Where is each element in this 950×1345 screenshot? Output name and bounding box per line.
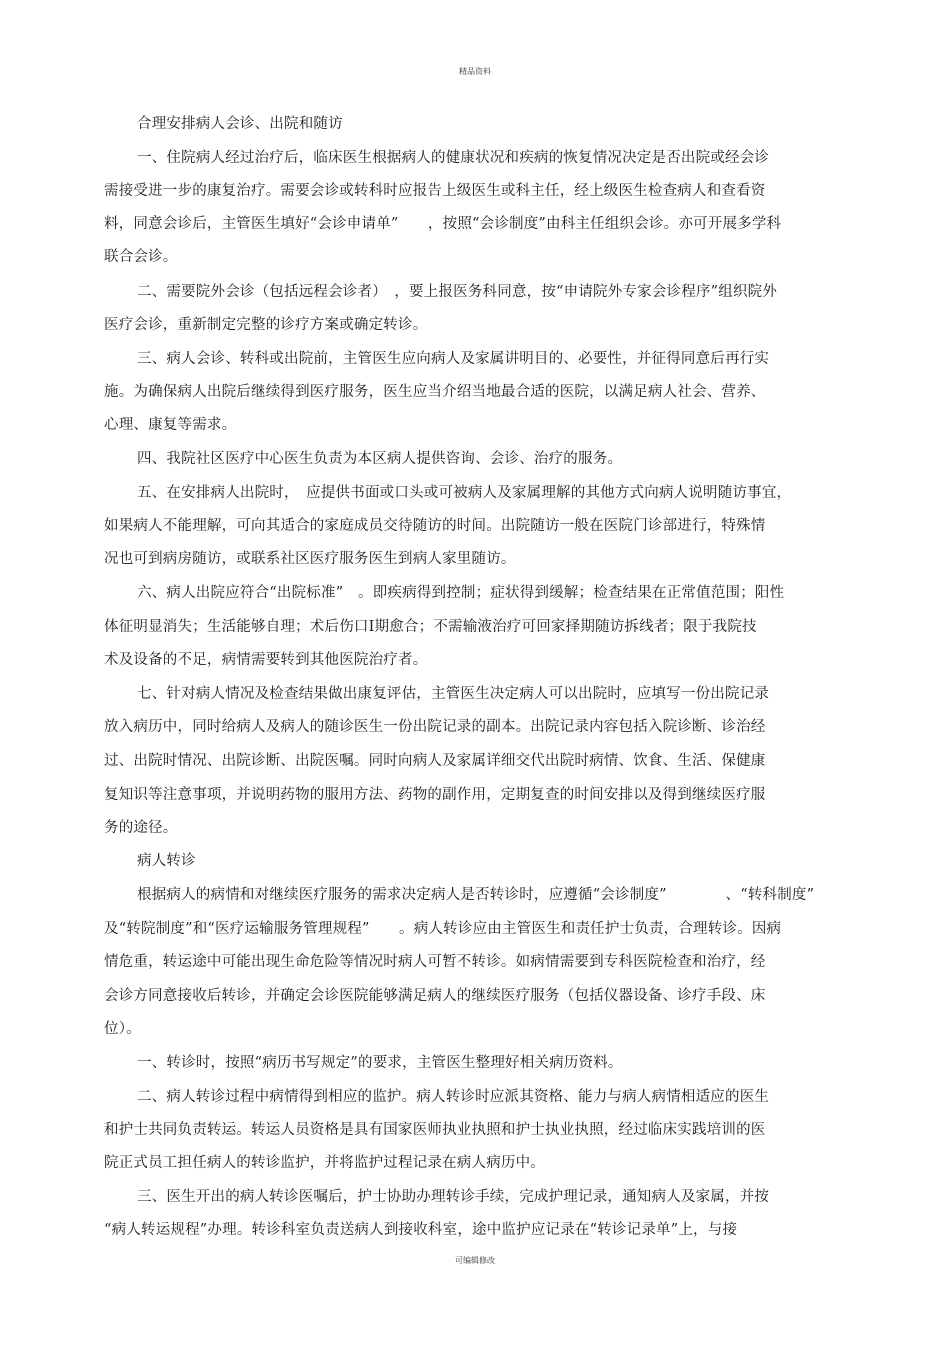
paragraph-line: 务的途径。: [104, 820, 178, 836]
paragraph-line: 位）。: [104, 1021, 141, 1037]
section-title-referral: 病人转诊: [137, 853, 196, 869]
paragraph-line: 七、针对病人情况及检查结果做出康复评估，主管医生决定病人可以出院时，应填写一份出院记录: [137, 686, 770, 702]
paragraph-line: 医疗会诊，重新制定完整的诊疗方案或确定转诊。: [104, 317, 428, 333]
paragraph-line: 四、我院社区医疗中心医生负责为本区病人提供咨询、会诊、治疗的服务。: [137, 451, 623, 467]
paragraph-line: 心理、康复等需求。: [104, 417, 237, 433]
page-header: 精品资料: [459, 67, 491, 76]
paragraph-line: 复知识等注意事项，并说明药物的服用方法、药物的副作用，定期复查的时间安排以及得到继续医疗服: [104, 787, 766, 803]
paragraph-line: 况也可到病房随访，或联系社区医疗服务医生到病人家里随访。: [104, 551, 516, 567]
paragraph-line: 体征明显消失；生活能够自理；术后伤口Ⅰ期愈合；不需输液治疗可回家择期随访拆线者；限于我院技: [104, 619, 757, 635]
paragraph-line: 院正式员工担任病人的转诊监护，并将监护过程记录在病人病历中。: [104, 1155, 545, 1171]
paragraph-line: 六、病人出院应符合“出院标准” 。即疾病得到控制；症状得到缓解；检查结果在正常值范围；阳性: [137, 585, 785, 601]
paragraph-line: 一、转诊时，按照“病历书写规定”的要求，主管医生整理好相关病历资料。: [137, 1055, 623, 1071]
paragraph-line: 放入病历中，同时给病人及病人的随诊医生一份出院记录的副本。出院记录内容包括入院诊断、诊治经: [104, 719, 766, 735]
paragraph-line: 及“转院制度”和“医疗运输服务管理规程” 。病人转诊应由主管医生和责任护士负责，合理转诊。因病: [104, 921, 782, 937]
paragraph-line: 术及设备的不足，病情需要转到其他医院治疗者。: [104, 652, 428, 668]
paragraph-line: 二、需要院外会诊（包括远程会诊者） ，要上报医务科同意，按“申请院外专家会诊程序”组织院外: [137, 284, 778, 300]
paragraph-line: 二、病人转诊过程中病情得到相应的监护。病人转诊时应派其资格、能力与病人病情相适应的医生: [137, 1089, 770, 1105]
paragraph-line: 需接受进一步的康复治疗。需要会诊或转科时应报告上级医生或科主任，经上级医生检查病人和查看资: [104, 183, 766, 199]
paragraph-line: 料，同意会诊后，主管医生填好“会诊申请单” ，按照“会诊制度”由科主任组织会诊。亦可开展多学科: [104, 216, 782, 232]
paragraph-line: 三、病人会诊、转科或出院前，主管医生应向病人及家属讲明目的、必要性，并征得同意后再行实: [137, 351, 770, 367]
paragraph-line: 情危重，转运途中可能出现生命危险等情况时病人可暂不转诊。如病情需要到专科医院检查和治疗，经: [104, 954, 766, 970]
paragraph-line: 施。为确保病人出院后继续得到医疗服务，医生应当介绍当地最合适的医院，以满足病人社会、营养、: [104, 384, 766, 400]
paragraph-line: 如果病人不能理解，可向其适合的家庭成员交待随访的时间。出院随访一般在医院门诊部进行，特殊情: [104, 518, 766, 534]
paragraph-line: 会诊方同意接收后转诊，并确定会诊医院能够满足病人的继续医疗服务（包括仪器设备、诊疗手段、床: [104, 988, 766, 1004]
paragraph-line: 一、住院病人经过治疗后，临床医生根据病人的健康状况和疾病的恢复情况决定是否出院或经会诊: [137, 150, 770, 166]
paragraph-line: 五、在安排病人出院时， 应提供书面或口头或可被病人及家属理解的其他方式向病人说明随访事宜，: [137, 485, 792, 501]
paragraph-line: 过、出院时情况、出院诊断、出院医嘱。同时向病人及家属详细交代出院时病情、饮食、生活、保健康: [104, 753, 766, 769]
paragraph-line: 联合会诊。: [104, 249, 178, 265]
section-title-discharge: 合理安排病人会诊、出院和随访: [137, 116, 343, 132]
paragraph-line: 三、医生开出的病人转诊医嘱后，护士协助办理转诊手续，完成护理记录，通知病人及家属，并按: [137, 1189, 770, 1205]
paragraph-line: 根据病人的病情和对继续医疗服务的需求决定病人是否转诊时，应遵循“会诊制度” 、“转科制度”: [137, 887, 815, 903]
paragraph-line: 和护士共同负责转运。转运人员资格是具有国家医师执业执照和护士执业执照，经过临床实践培训的医: [104, 1122, 766, 1138]
page-footer: 可编辑修改: [455, 1256, 495, 1265]
paragraph-line: “病人转运规程”办理。转诊科室负责送病人到接收科室，途中监护应记录在“转诊记录单”上，与接: [104, 1222, 738, 1238]
